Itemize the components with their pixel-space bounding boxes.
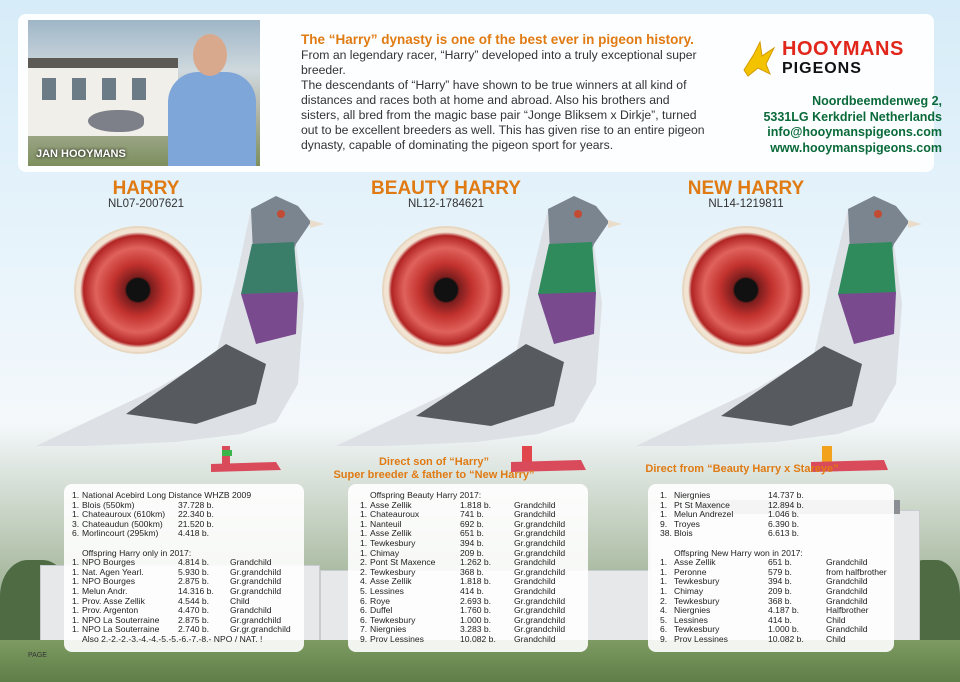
result-birds: 414 b.: [460, 585, 484, 596]
beauty-harry-note: [304, 456, 564, 482]
result-race: Peronne: [674, 566, 707, 577]
result-birds: 6.613 b.: [768, 528, 800, 539]
result-rank: 1.: [72, 566, 80, 577]
result-relation: Child: [826, 633, 846, 644]
pigeon-eye: [682, 226, 810, 354]
result-relation: Child: [230, 595, 250, 606]
result-rank: 1.: [660, 576, 668, 587]
result-race: Chateauroux (610km): [82, 509, 166, 520]
logo-text-pigeons: PIGEONS: [782, 60, 862, 77]
result-birds: 651 b.: [460, 528, 484, 539]
page-label: PAGE: [28, 652, 47, 659]
result-rank: 1.: [72, 557, 80, 568]
result-birds: 14.737 b.: [768, 490, 804, 500]
result-race: Nanteuil: [370, 518, 402, 529]
result-birds: 12.894 b.: [768, 499, 804, 510]
result-relation: Grandchild: [230, 557, 272, 568]
result-race: Chateauroux: [370, 509, 420, 520]
result-rank: 38.: [660, 528, 672, 539]
contact-email[interactable]: info@hooymanspigeons.com: [767, 125, 942, 139]
result-birds: 22.340 b.: [178, 509, 214, 520]
hooymans-logo: [740, 38, 920, 82]
result-race: Also 2.-2.-2.-3.-4.-4.-5.-5.-6.-7.-8.- NPO / NAT. !: [82, 633, 263, 644]
pigeon-ring: NL12-1784621: [407, 198, 485, 210]
result-relation: Grandchild: [514, 633, 556, 644]
beauty-harry-note-line1: Direct son of “Harry”: [378, 456, 490, 468]
result-rank: 1.: [660, 499, 668, 510]
result-rank: 1.: [660, 509, 668, 520]
result-relation: Grandchild: [514, 499, 556, 510]
pigeon-new-harry: [626, 176, 926, 476]
result-race: Tewkesbury: [674, 624, 720, 635]
result-rank: 6.: [360, 605, 368, 616]
result-birds: 414 b.: [768, 614, 792, 625]
result-race: National Acebird Long Distance WHZB 2009: [82, 490, 252, 500]
result-rank: 1.: [360, 518, 368, 529]
result-race: Melun Andr.: [82, 585, 128, 596]
result-race: Melun Andrezel: [674, 509, 734, 520]
intro-paragraph-2: The descendants of “Harry” have shown to be true winners at all kind of distances and races both at home and abroad. Also his brothers and sisters, all bred from the magic base pair “Jonge Bliksem x Dirkje”, turned out to be excellent breeders as well. This has given rise to an entire pigeon dynasty, capable of dominating the pigeon sport for years.: [301, 78, 705, 152]
result-birds: 1.000 b.: [768, 624, 800, 635]
result-rank: 1.: [72, 576, 80, 587]
result-birds: 394 b.: [460, 537, 484, 548]
result-race: Morlincourt (295km): [82, 528, 159, 539]
result-rank: 4.: [660, 605, 668, 616]
result-birds: 1.046 b.: [768, 509, 800, 520]
result-birds: 4.814 b.: [178, 557, 210, 568]
result-rank: 4.: [360, 576, 368, 587]
pigeon-eye: [74, 226, 202, 354]
result-rank: 5.: [360, 585, 368, 596]
result-race: NPO La Souterraine: [82, 614, 160, 625]
result-birds: 1.818 b.: [460, 576, 492, 587]
result-race: Prov Lessines: [370, 633, 424, 644]
result-birds: 651 b.: [768, 557, 792, 568]
result-race: Asse Zellik: [674, 557, 716, 568]
contact-city: 5331LG Kerkdriel Netherlands: [763, 109, 942, 124]
result-row: [64, 529, 304, 539]
result-race: NPO La Souterraine: [82, 624, 160, 635]
result-birds: 741 b.: [460, 509, 484, 520]
result-birds: 209 b.: [768, 585, 792, 596]
result-rank: 1.: [72, 509, 80, 520]
result-rank: 1.: [72, 595, 80, 606]
result-rank: 1.: [72, 624, 80, 635]
result-rank: 1.: [360, 509, 368, 520]
result-race: Troyes: [674, 518, 700, 529]
result-relation: Grandchild: [826, 557, 868, 568]
result-rank: 1.: [660, 490, 668, 500]
result-relation: Grandchild: [826, 585, 868, 596]
result-relation: Gr.grandchild: [230, 566, 282, 577]
logo-text-hooymans: HOOYMANS: [782, 38, 904, 60]
result-race: Pt St Maxence: [674, 499, 730, 510]
result-birds: 5.930 b.: [178, 566, 210, 577]
result-relation: Gr.grandchild: [514, 528, 566, 539]
result-rank: 7.: [360, 624, 368, 635]
result-row: [648, 529, 894, 539]
result-rank: 2.: [360, 566, 368, 577]
intro-title: The “Harry” dynasty is one of the best ever in pigeon history.: [301, 32, 694, 47]
result-race: Offspring Beauty Harry 2017:: [370, 490, 482, 500]
photo-window: [42, 78, 56, 100]
photo-held-pigeon: [88, 110, 144, 132]
result-rank: 6.: [660, 624, 668, 635]
result-rank: 1.: [72, 585, 80, 596]
result-race: Asse Zellik: [370, 499, 412, 510]
result-relation: Child: [826, 614, 846, 625]
result-birds: 4.544 b.: [178, 595, 210, 606]
result-race: Roye: [370, 595, 391, 606]
result-relation: Gr.grandchild: [514, 614, 566, 625]
result-birds: 2.875 b.: [178, 614, 210, 625]
result-birds: 209 b.: [460, 547, 484, 558]
result-rank: 1.: [72, 499, 80, 510]
photo-window: [102, 78, 116, 100]
result-rank: 1.: [660, 557, 668, 568]
result-birds: 1.760 b.: [460, 605, 492, 616]
photo-person-head: [193, 34, 227, 76]
result-birds: 2.740 b.: [178, 624, 210, 635]
result-race: Tewkesbury: [674, 595, 720, 606]
result-relation: Gr.grandchild: [514, 547, 566, 558]
contact-street: Noordbeemdenweg 2,: [812, 94, 942, 108]
result-race: Prov. Asse Zellik: [82, 595, 145, 606]
result-race: Duffel: [370, 605, 393, 616]
new-harry-note: [612, 463, 872, 476]
result-birds: 1.000 b.: [460, 614, 492, 625]
result-relation: Grandchild: [514, 585, 556, 596]
result-race: Tewkesbury: [674, 576, 720, 587]
result-rank: 1.: [660, 566, 668, 577]
result-birds: 10.082 b.: [460, 633, 496, 644]
result-rank: 9.: [360, 633, 368, 644]
result-rank: 5.: [660, 614, 668, 625]
pigeon-name: HARRY: [112, 178, 180, 199]
result-relation: Grandchild: [514, 557, 556, 568]
pigeon-ring: NL07-2007621: [107, 198, 185, 210]
result-race: Lessines: [674, 614, 708, 625]
results-card-harry: [64, 484, 304, 652]
result-relation: Gr.grandchild: [514, 537, 566, 548]
photo-window: [72, 78, 86, 100]
result-rank: 9.: [660, 518, 668, 529]
result-relation: Grandchild: [230, 605, 272, 616]
result-row: [648, 635, 894, 645]
contact-website[interactable]: www.hooymanspigeons.com: [770, 140, 942, 155]
result-race: Prov Lessines: [674, 633, 728, 644]
intro-paragraph-1: From an legendary racer, “Harry” developed into a truly exceptional super breeder.: [301, 48, 697, 77]
result-race: Asse Zellik: [370, 576, 412, 587]
result-race: Chateaudun (500km): [82, 518, 163, 529]
result-relation: Grandchild: [826, 595, 868, 606]
pigeon-beauty-harry: [326, 176, 626, 476]
photo-window: [132, 78, 146, 100]
photo-person-body: [168, 72, 256, 166]
result-rank: 1.: [360, 547, 368, 558]
pigeon-ring: NL14-1219811: [708, 198, 784, 210]
result-race: Niergnies: [370, 624, 407, 635]
result-birds: 21.520 b.: [178, 518, 214, 529]
result-birds: 6.390 b.: [768, 518, 800, 529]
result-rank: 1.: [72, 614, 80, 625]
result-birds: 3.283 b.: [460, 624, 492, 635]
result-relation: Halfbrother: [826, 605, 869, 616]
result-birds: 1.818 b.: [460, 499, 492, 510]
result-relation: from halfbrother: [826, 566, 887, 577]
result-relation: Gr.grandchild: [514, 595, 566, 606]
result-race: Niergnies: [674, 605, 711, 616]
result-rank: 9.: [660, 633, 668, 644]
result-race: Chimay: [370, 547, 400, 558]
result-race: Pont St Maxence: [370, 557, 436, 568]
pigeon-eye: [382, 226, 510, 354]
result-birds: 2.875 b.: [178, 576, 210, 587]
beauty-harry-note-line2: Super breeder & father to “New Harry”: [333, 469, 535, 481]
result-rank: 1.: [360, 499, 368, 510]
result-race: Tewkesbury: [370, 566, 416, 577]
pigeon-name: BEAUTY HARRY: [371, 178, 521, 199]
result-relation: Gr.grandchild: [514, 566, 566, 577]
result-race: Niergnies: [674, 490, 711, 500]
result-rank: 1.: [360, 528, 368, 539]
result-birds: 4.418 b.: [178, 528, 210, 539]
result-relation: Gr.gr.grandchild: [230, 624, 291, 635]
result-birds: 4.470 b.: [178, 605, 210, 616]
pigeon-name: NEW HARRY: [687, 178, 805, 199]
result-birds: 368 b.: [768, 595, 792, 606]
result-rank: 1.: [72, 490, 80, 500]
pigeon-logo-icon: [740, 40, 776, 78]
pigeon-harry: [26, 176, 326, 476]
contact-block: [763, 94, 942, 156]
result-rank: 2.: [360, 557, 368, 568]
owner-photo: [28, 20, 260, 166]
result-race: Blois: [674, 528, 693, 539]
result-rank: 1.: [72, 605, 80, 616]
result-row: [348, 635, 588, 645]
result-relation: Gr.grandchild: [514, 624, 566, 635]
result-rank: 2.: [660, 595, 668, 606]
result-race: NPO Bourges: [82, 557, 136, 568]
result-race: Tewkesbury: [370, 614, 416, 625]
result-relation: Gr.grandchild: [230, 585, 282, 596]
result-relation: Gr.grandchild: [230, 614, 282, 625]
result-race: Offspring New Harry won in 2017:: [674, 547, 803, 558]
result-race: Asse Zellik: [370, 528, 412, 539]
result-birds: 368 b.: [460, 566, 484, 577]
result-relation: Grandchild: [514, 576, 556, 587]
result-race: Chimay: [674, 585, 704, 596]
result-relation: Gr.grandchild: [230, 576, 282, 587]
result-birds: 394 b.: [768, 576, 792, 587]
result-race: Nat. Agen Yearl.: [82, 566, 144, 577]
results-card-beauty-harry: [348, 484, 588, 652]
intro-block: [301, 32, 711, 153]
results-card-new-harry: [648, 484, 894, 652]
result-birds: 692 b.: [460, 518, 484, 529]
result-race: Prov. Argenton: [82, 605, 139, 616]
result-birds: 1.262 b.: [460, 557, 492, 568]
result-race: NPO Bourges: [82, 576, 136, 587]
result-relation: Gr.grandchild: [514, 518, 566, 529]
result-relation: Grandchild: [826, 576, 868, 587]
result-rank: 1.: [660, 585, 668, 596]
result-relation: Grandchild: [826, 624, 868, 635]
result-birds: 37.728 b.: [178, 499, 214, 510]
result-rank: 1.: [360, 537, 368, 548]
result-birds: 4.187 b.: [768, 605, 800, 616]
result-birds: 579 b.: [768, 566, 792, 577]
result-row: [64, 635, 304, 645]
result-birds: 14.316 b.: [178, 585, 214, 596]
photo-caption: JAN HOOYMANS: [36, 148, 126, 160]
result-rank: 6.: [360, 595, 368, 606]
result-race: Offspring Harry only in 2017:: [82, 547, 192, 558]
result-race: Blois (550km): [82, 499, 135, 510]
result-race: Tewkesbury: [370, 537, 416, 548]
result-birds: 10.082 b.: [768, 633, 804, 644]
result-birds: 2.693 b.: [460, 595, 492, 606]
result-rank: 6.: [360, 614, 368, 625]
result-relation: Gr.grandchild: [514, 605, 566, 616]
result-race: Lessines: [370, 585, 404, 596]
result-relation: Grandchild: [514, 509, 556, 520]
result-rank: 6.: [72, 528, 80, 539]
new-harry-note-line1: Direct from “Beauty Harry x Stareye”: [645, 463, 839, 475]
result-rank: 3.: [72, 518, 80, 529]
